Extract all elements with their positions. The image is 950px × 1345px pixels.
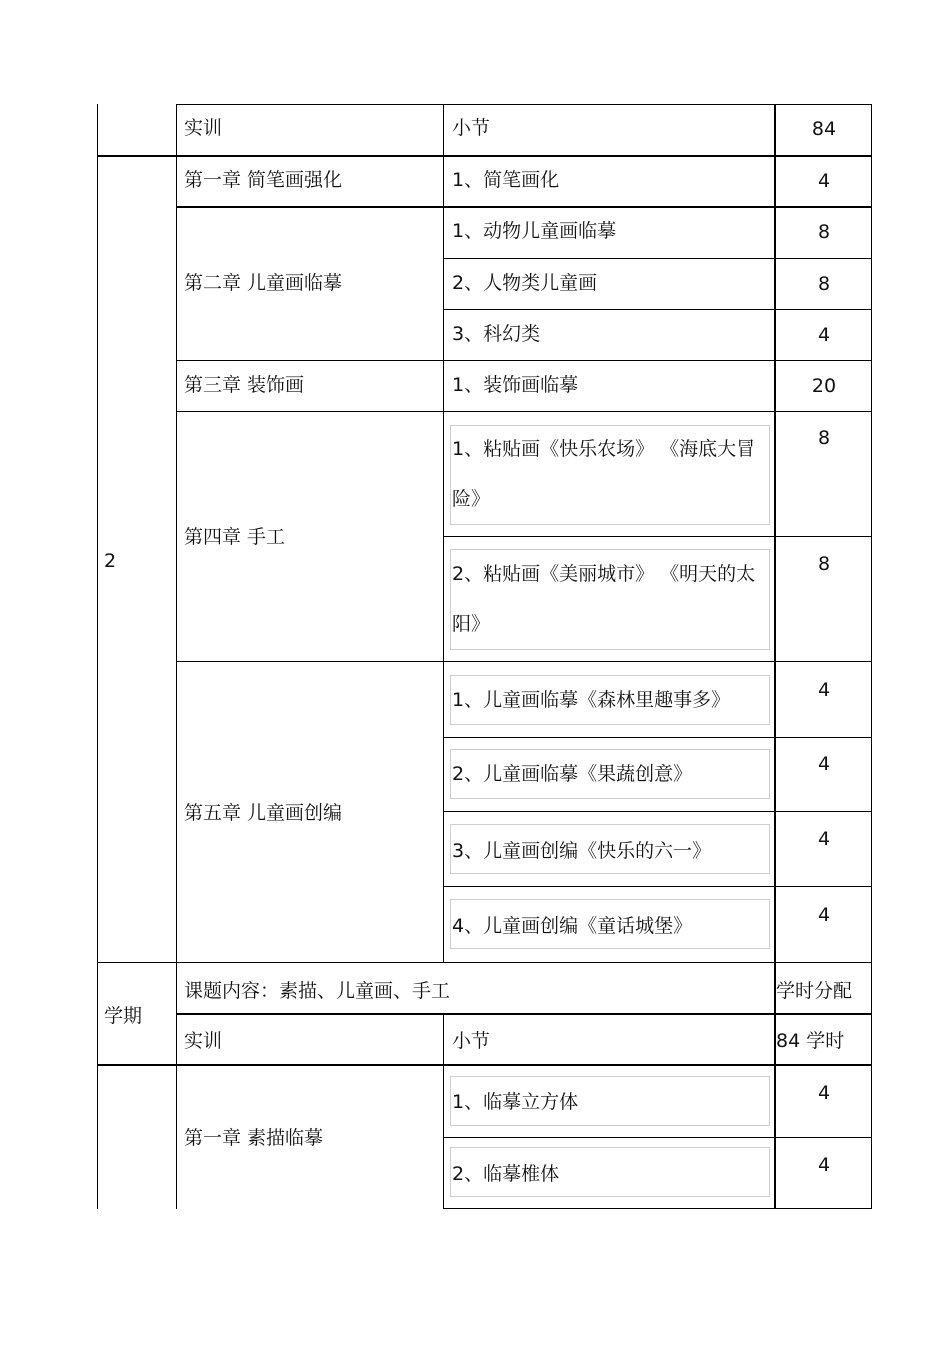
- grid-line: [443, 1137, 872, 1138]
- section-hours: 4: [817, 1082, 831, 1104]
- section-hours: 4: [817, 324, 831, 346]
- chapter-title: 第二章 儿童画临摹: [184, 272, 343, 294]
- grid-line: [176, 661, 872, 662]
- grid-line: [443, 811, 872, 812]
- grid-line: [176, 104, 177, 1209]
- section-name: 2、儿童画临摹《果蔬创意》: [452, 763, 693, 785]
- section-name: 3、儿童画创编《快乐的六一》: [452, 840, 712, 862]
- cell-training-label: 实训: [184, 1030, 223, 1052]
- topic-content: 课题内容：素描、儿童画、手工: [184, 980, 451, 1002]
- cell-hours-total: 84: [811, 118, 837, 140]
- cell-section-label: 小节: [452, 1030, 491, 1052]
- section-name: 1、装饰画临摹: [452, 374, 579, 396]
- section-name: 1、儿童画临摹《森林里趣事多》: [452, 689, 731, 711]
- grid-line: [176, 1013, 872, 1015]
- section-name: 1、临摹立方体: [452, 1091, 579, 1113]
- section-name: 2、临摹椎体: [452, 1163, 560, 1185]
- grid-line: [97, 962, 872, 963]
- section-name: 2、粘贴画《美丽城市》 《明天的太阳》: [452, 563, 756, 635]
- grid-line: [443, 104, 444, 962]
- section-hours: 4: [817, 828, 831, 850]
- chapter-title: 第一章 简笔画强化: [184, 169, 343, 191]
- chapter-title: 第五章 儿童画创编: [184, 802, 343, 824]
- semester-number: 2: [104, 550, 117, 572]
- section-hours: 4: [817, 170, 831, 192]
- hours-total-label: 84 学时: [776, 1030, 845, 1052]
- grid-line: [97, 1064, 872, 1066]
- chapter-title: 第四章 手工: [184, 526, 286, 548]
- section-hours: 4: [817, 753, 831, 775]
- grid-line: [443, 536, 872, 537]
- section-name: 4、儿童画创编《童话城堡》: [452, 915, 693, 937]
- chapter-title: 第一章 素描临摹: [184, 1127, 324, 1149]
- section-name: 2、人物类儿童画: [452, 272, 598, 294]
- section-hours: 8: [817, 553, 831, 575]
- section-name: 1、动物儿童画临摹: [452, 220, 617, 242]
- grid-line: [176, 411, 872, 412]
- section-name: 1、简笔画化: [452, 169, 560, 191]
- semester-label: 学期: [104, 1005, 143, 1027]
- grid-line: [443, 1014, 444, 1209]
- grid-line: [97, 155, 872, 157]
- section-name: 3、科幻类: [452, 323, 541, 345]
- grid-line: [443, 886, 872, 887]
- grid-line: [97, 104, 98, 1209]
- hours-allocation-label: 学时分配: [776, 980, 853, 1002]
- chapter-title: 第三章 装饰画: [184, 374, 305, 396]
- grid-line: [176, 360, 872, 361]
- grid-line: [443, 258, 872, 259]
- section-name: 1、粘贴画《快乐农场》 《海底大冒险》: [452, 438, 756, 510]
- section-hours: 8: [817, 221, 831, 243]
- grid-line: [443, 309, 872, 310]
- section-hours: 4: [817, 679, 831, 701]
- grid-line: [443, 737, 872, 738]
- grid-line: [176, 104, 872, 105]
- section-hours: 8: [817, 273, 831, 295]
- cell-training-label: 实训: [184, 117, 223, 139]
- section-hours: 8: [817, 427, 831, 449]
- cell-section-label: 小节: [452, 117, 491, 139]
- section-hours: 20: [811, 375, 837, 397]
- grid-line: [443, 1208, 872, 1209]
- section-hours: 4: [817, 904, 831, 926]
- grid-line: [176, 206, 872, 208]
- grid-line: [871, 104, 872, 1209]
- section-hours: 4: [817, 1154, 831, 1176]
